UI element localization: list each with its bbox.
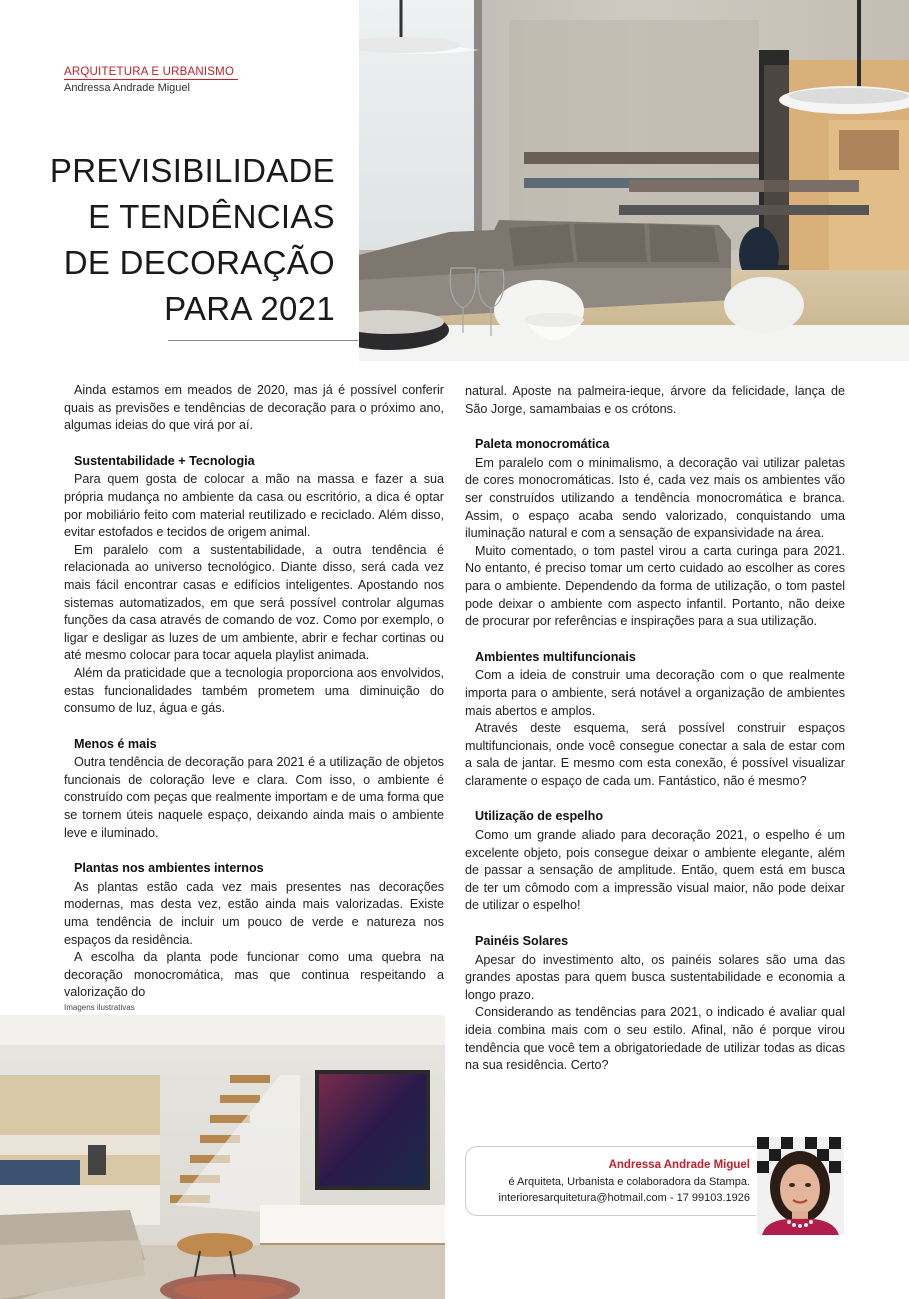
hero-photo-living-room — [359, 0, 909, 361]
paragraph: Em paralelo com o minimalismo, a decoração vai utilizar paletas de cores monocromáticas. Isto é, cada vez mais os ambientes vão ser construídos utilizando a tendência monocromática e branca. Assim, o espaço acaba sendo valorizado, conquistando uma iluminação natural e com a sensação de expansividade na área. — [465, 455, 845, 541]
paragraph: Outra tendência de decoração para 2021 é a utilização de objetos funcionais de coloração leve e clara. Com isso, o ambiente é construído com peças que realmente importam e de uma forma que se tornem úteis naquele espaço, deixando ainda mais o ambiente leve e iluminado. — [64, 755, 444, 840]
author-contact[interactable]: interioresarquitetura@hotmail.com - 17 99103.1926 — [498, 1192, 750, 1204]
subheading-ambientes: Ambientes multifuncionais — [475, 649, 636, 664]
paragraph: Considerando as tendências para 2021, o indicado é avaliar qual ideia combina mais com o seu estilo. Afinal, não é porque virou tendência que você tem a obrigatoriedade de utilizar todas as dicas na sua residência. Certo? — [465, 1005, 845, 1073]
subheading-espelho: Utilização de espelho — [475, 809, 604, 824]
title-line: PARA 2021 — [164, 290, 335, 327]
subheading-plantas: Plantas nos ambientes internos — [74, 861, 264, 876]
byline-author: Andressa Andrade Miguel — [64, 82, 190, 94]
paragraph: natural. Aposte na palmeira-ieque, árvore da felicidade, lança de São Jorge, samambaias e os crótons. — [465, 384, 845, 416]
intro-paragraph: Ainda estamos em meados de 2020, mas já é possível conferir quais as previsões e tendências de decoração para o próximo ano, algumas ideias do que virá por aí. — [64, 383, 444, 433]
paragraph: Além da praticidade que a tecnologia proporciona aos envolvidos, estas funcionalidades também prometem uma diminuição do consumo de luz, água e gás. — [64, 665, 444, 716]
paragraph: As plantas estão cada vez mais presentes nas decorações modernas, mas desta vez, estão ainda mais valorizadas. Existe uma tendência de incluir um pouco de verde e natureza nos espaços da residência. — [64, 879, 444, 947]
paragraph: Em paralelo com a sustentabilidade, a outra tendência é relacionada ao universo tecnológico. Diante disso, será cada vez mais fácil encontrar casas e edifícios inteligentes. Apostando nos sistemas automatizados, em que será possível controlar algumas funções da casa através de comando de voz. Como por exemplo, o ligar e desligar as luzes de um ambiente, abrir e fechar cortinas ou até mesmo colocar para tocar aquela playlist animada. — [64, 542, 444, 663]
title-divider — [168, 340, 358, 341]
subheading-menos-e-mais: Menos é mais — [74, 736, 157, 751]
section-label: ARQUITETURA E URBANISMO — [64, 66, 235, 78]
paragraph: Com a ideia de construir uma decoração com o que realmente importa para o ambiente, será notável a organização de ambientes mais abertos e amplos. — [465, 668, 845, 718]
article-column-left — [64, 382, 444, 1002]
paragraph: Apesar do investimento alto, os painéis solares são uma das grandes apostas para quem busca sustentabilidade e economia a longo prazo. — [465, 952, 845, 1002]
paragraph: Através deste esquema, será possível construir espaços multifuncionais, onde você consegue conectar a sala de estar com a sala de jantar. E mesmo com esta conexão, é possível visualizar claramente o espaço de cada um. Fantástico, não é mesmo? — [465, 721, 845, 788]
paragraph: Como um grande aliado para decoração 2021, o espelho é um excelente objeto, pois consegue deixar o ambiente elegante, além de passar a sensação de amplitude. Então, quem está em busca de ter um cômodo com a impressão visual maior, não pode deixar de utilizar o espelho! — [465, 828, 845, 913]
author-name: Andressa Andrade Miguel — [608, 1159, 750, 1171]
subheading-sustentabilidade: Sustentabilidade + Tecnologia — [74, 453, 255, 468]
paragraph: Muito comentado, o tom pastel virou a carta curinga para 2021. No entanto, é preciso tomar um certo cuidado ao escolher as cores para o ambiente. Dependendo da forma de utilização, o tom pastel pode deixar o ambiente com aspecto infantil. Portanto, não deixe de procurar por referências e inspirações para a sua utilização. — [465, 543, 845, 629]
author-avatar — [757, 1137, 844, 1235]
paragraph: Para quem gosta de colocar a mão na massa e fazer a sua própria mudança no ambiente da casa ou escritório, a dica é optar por mobiliário feito com material reutilizado e reciclado. Além disso, evitar estofados e tecidos de origem animal. — [64, 472, 444, 540]
title-line: DE DECORAÇÃO — [63, 244, 335, 281]
section-underline — [64, 79, 238, 80]
article-column-right — [465, 383, 845, 1075]
article-title — [50, 148, 335, 332]
subheading-paleta: Paleta monocromática — [475, 437, 610, 452]
photo-living-room-stairs — [0, 1015, 445, 1299]
author-role: é Arquiteta, Urbanista e colaboradora da Stampa. — [508, 1176, 750, 1188]
paragraph: A escolha da planta pode funcionar como uma quebra na decoração monocromática, mas que continua respeitando a valorização do — [64, 950, 444, 1000]
title-line: E TENDÊNCIAS — [88, 198, 335, 235]
title-line: PREVISIBILIDADE — [49, 152, 335, 189]
image-caption: Imagens ilustrativas — [64, 1003, 135, 1012]
subheading-paineis: Painéis Solares — [475, 934, 569, 949]
